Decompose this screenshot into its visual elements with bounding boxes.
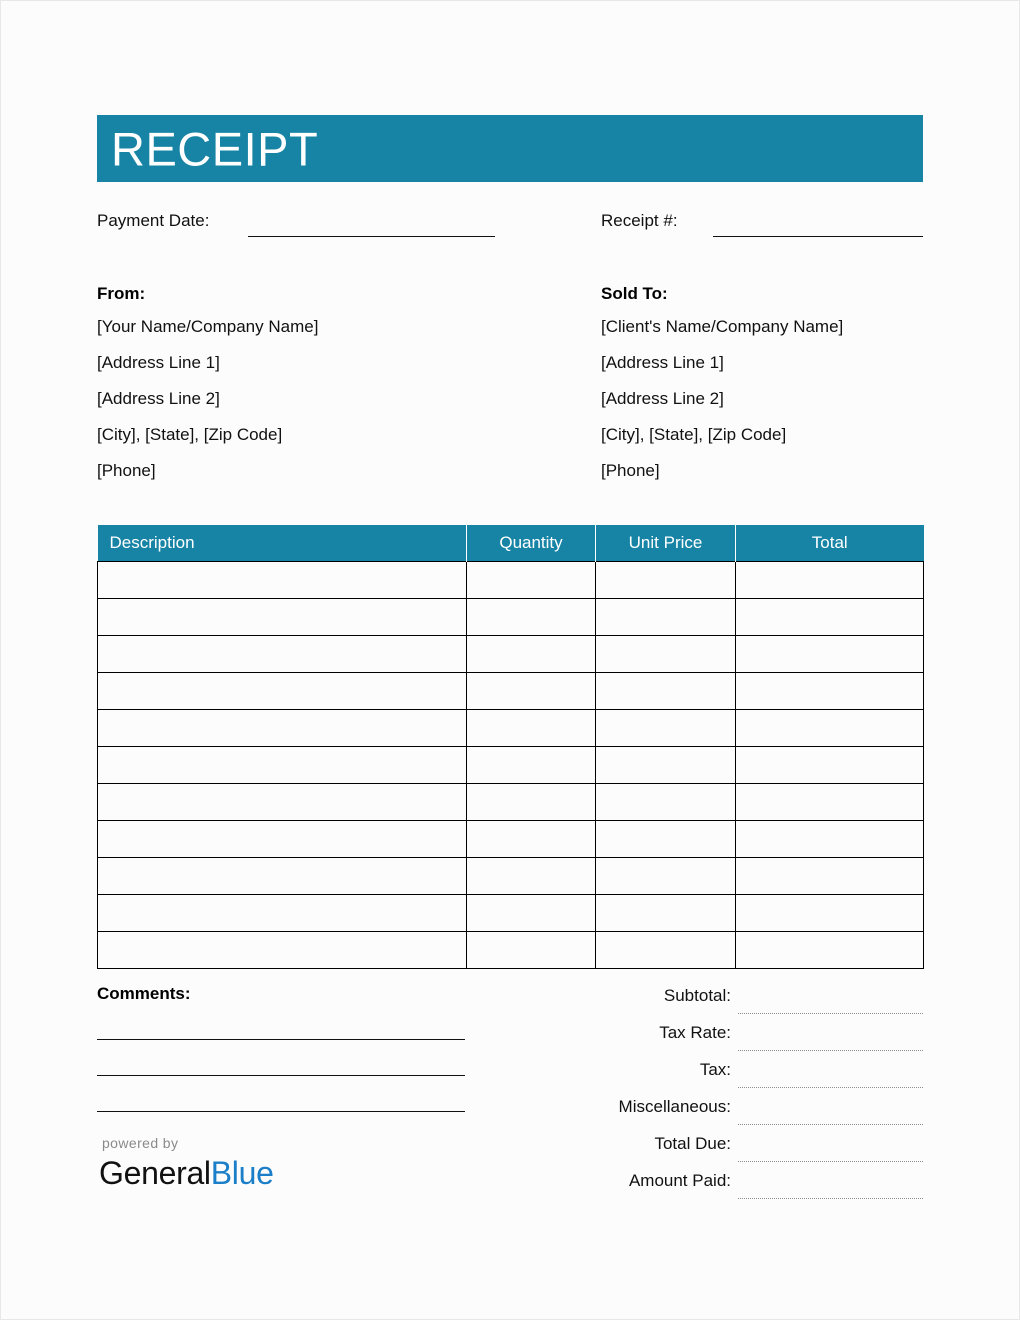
table-header-row — [98, 525, 924, 561]
cell-unit-price[interactable] — [596, 709, 736, 746]
sold-to-line-2[interactable]: [Address Line 1] — [601, 352, 724, 372]
totals-row-tax — [561, 1059, 923, 1096]
column-header-total: Total — [736, 525, 924, 561]
cell-total[interactable] — [736, 820, 924, 857]
cell-quantity[interactable] — [467, 561, 596, 598]
table-row — [98, 894, 924, 931]
sold-to-line-1[interactable]: [Client's Name/Company Name] — [601, 316, 844, 336]
column-header-quantity: Quantity — [467, 525, 596, 561]
cell-total[interactable] — [736, 561, 924, 598]
cell-unit-price[interactable] — [596, 561, 736, 598]
sold-to-line-4[interactable]: [City], [State], [Zip Code] — [601, 424, 787, 444]
cell-unit-price[interactable] — [596, 931, 736, 968]
receipt-number-input[interactable] — [713, 236, 923, 237]
from-line-4[interactable]: [City], [State], [Zip Code] — [97, 424, 283, 444]
cell-quantity[interactable] — [467, 894, 596, 931]
table-row — [98, 709, 924, 746]
totals-input-amount-paid[interactable] — [738, 1198, 923, 1199]
cell-description[interactable] — [98, 635, 467, 672]
cell-description[interactable] — [98, 931, 467, 968]
totals-row-tax-rate — [561, 1022, 923, 1059]
cell-description[interactable] — [98, 783, 467, 820]
cell-total[interactable] — [736, 709, 924, 746]
column-header-description: Description — [98, 525, 467, 561]
cell-quantity[interactable] — [467, 857, 596, 894]
totals-row-subtotal — [561, 985, 923, 1022]
cell-description[interactable] — [98, 746, 467, 783]
totals-label-tax-rate: Tax Rate: — [659, 1023, 731, 1042]
from-line-1[interactable]: [Your Name/Company Name] — [97, 316, 319, 336]
cell-unit-price[interactable] — [596, 672, 736, 709]
totals-row-amount-paid — [561, 1170, 923, 1207]
table-row — [98, 857, 924, 894]
receipt-number-field[interactable] — [601, 209, 923, 243]
from-title: From: — [97, 284, 146, 303]
cell-description[interactable] — [98, 820, 467, 857]
table-row — [98, 783, 924, 820]
totals-row-total-due — [561, 1133, 923, 1170]
cell-unit-price[interactable] — [596, 894, 736, 931]
cell-total[interactable] — [736, 672, 924, 709]
cell-total[interactable] — [736, 857, 924, 894]
cell-quantity[interactable] — [467, 598, 596, 635]
payment-date-label: Payment Date: — [97, 211, 210, 230]
powered-by-label: powered by — [102, 1135, 179, 1151]
cell-description[interactable] — [98, 709, 467, 746]
cell-quantity[interactable] — [467, 635, 596, 672]
sold-to-line-5[interactable]: [Phone] — [601, 460, 660, 480]
receipt-number-label: Receipt #: — [601, 211, 678, 230]
from-line-2[interactable]: [Address Line 1] — [97, 352, 220, 372]
totals-label-subtotal: Subtotal: — [663, 986, 731, 1005]
cell-unit-price[interactable] — [596, 635, 736, 672]
cell-quantity[interactable] — [467, 672, 596, 709]
totals-label-miscellaneous: Miscellaneous: — [618, 1097, 731, 1116]
totals-input-subtotal[interactable] — [738, 1013, 923, 1014]
totals-label-tax: Tax: — [699, 1060, 731, 1079]
table-row — [98, 598, 924, 635]
brand-name-blue: Blue — [210, 1155, 274, 1191]
table-row — [98, 931, 924, 968]
cell-total[interactable] — [736, 635, 924, 672]
totals-label-total-due: Total Due: — [654, 1134, 731, 1153]
comment-line-3[interactable] — [97, 1111, 465, 1112]
totals-input-miscellaneous[interactable] — [738, 1124, 923, 1125]
table-row — [98, 561, 924, 598]
totals-row-miscellaneous — [561, 1096, 923, 1133]
cell-description[interactable] — [98, 561, 467, 598]
table-row — [98, 746, 924, 783]
payment-date-input[interactable] — [248, 236, 495, 237]
comment-line-2[interactable] — [97, 1075, 465, 1076]
totals-section — [561, 985, 923, 1207]
line-items-table — [97, 525, 924, 969]
receipt-title-band — [97, 115, 923, 182]
cell-quantity[interactable] — [467, 783, 596, 820]
cell-total[interactable] — [736, 746, 924, 783]
brand-logo — [99, 1136, 399, 1189]
cell-unit-price[interactable] — [596, 820, 736, 857]
cell-unit-price[interactable] — [596, 783, 736, 820]
cell-unit-price[interactable] — [596, 857, 736, 894]
comment-line-1[interactable] — [97, 1039, 465, 1040]
cell-total[interactable] — [736, 783, 924, 820]
from-line-3[interactable]: [Address Line 2] — [97, 388, 220, 408]
totals-label-amount-paid: Amount Paid: — [628, 1171, 731, 1190]
cell-quantity[interactable] — [467, 709, 596, 746]
meta-fields-row — [97, 209, 923, 243]
cell-quantity[interactable] — [467, 931, 596, 968]
cell-total[interactable] — [736, 931, 924, 968]
cell-description[interactable] — [98, 857, 467, 894]
cell-quantity[interactable] — [467, 746, 596, 783]
totals-input-tax[interactable] — [738, 1087, 923, 1088]
payment-date-field[interactable] — [97, 209, 497, 243]
totals-input-total-due[interactable] — [738, 1161, 923, 1162]
comments-section — [97, 985, 465, 1112]
brand-name-general: General — [99, 1155, 211, 1191]
sold-to-line-3[interactable]: [Address Line 2] — [601, 388, 724, 408]
column-header-unit-price: Unit Price — [596, 525, 736, 561]
from-line-5[interactable]: [Phone] — [97, 460, 156, 480]
cell-description[interactable] — [98, 672, 467, 709]
cell-total[interactable] — [736, 598, 924, 635]
comments-lines — [97, 1039, 465, 1112]
table-row — [98, 635, 924, 672]
cell-description[interactable] — [98, 598, 467, 635]
table-row — [98, 820, 924, 857]
from-block — [97, 285, 497, 479]
cell-unit-price[interactable] — [596, 746, 736, 783]
cell-unit-price[interactable] — [596, 598, 736, 635]
sold-to-title: Sold To: — [601, 284, 668, 303]
cell-quantity[interactable] — [467, 820, 596, 857]
sold-to-block — [601, 285, 1001, 479]
comments-title: Comments: — [97, 984, 191, 1003]
page-title: RECEIPT — [111, 122, 319, 175]
totals-input-tax-rate[interactable] — [738, 1050, 923, 1051]
table-body — [98, 561, 924, 968]
table-row — [98, 672, 924, 709]
cell-total[interactable] — [736, 894, 924, 931]
brand-name — [99, 1157, 399, 1189]
cell-description[interactable] — [98, 894, 467, 931]
